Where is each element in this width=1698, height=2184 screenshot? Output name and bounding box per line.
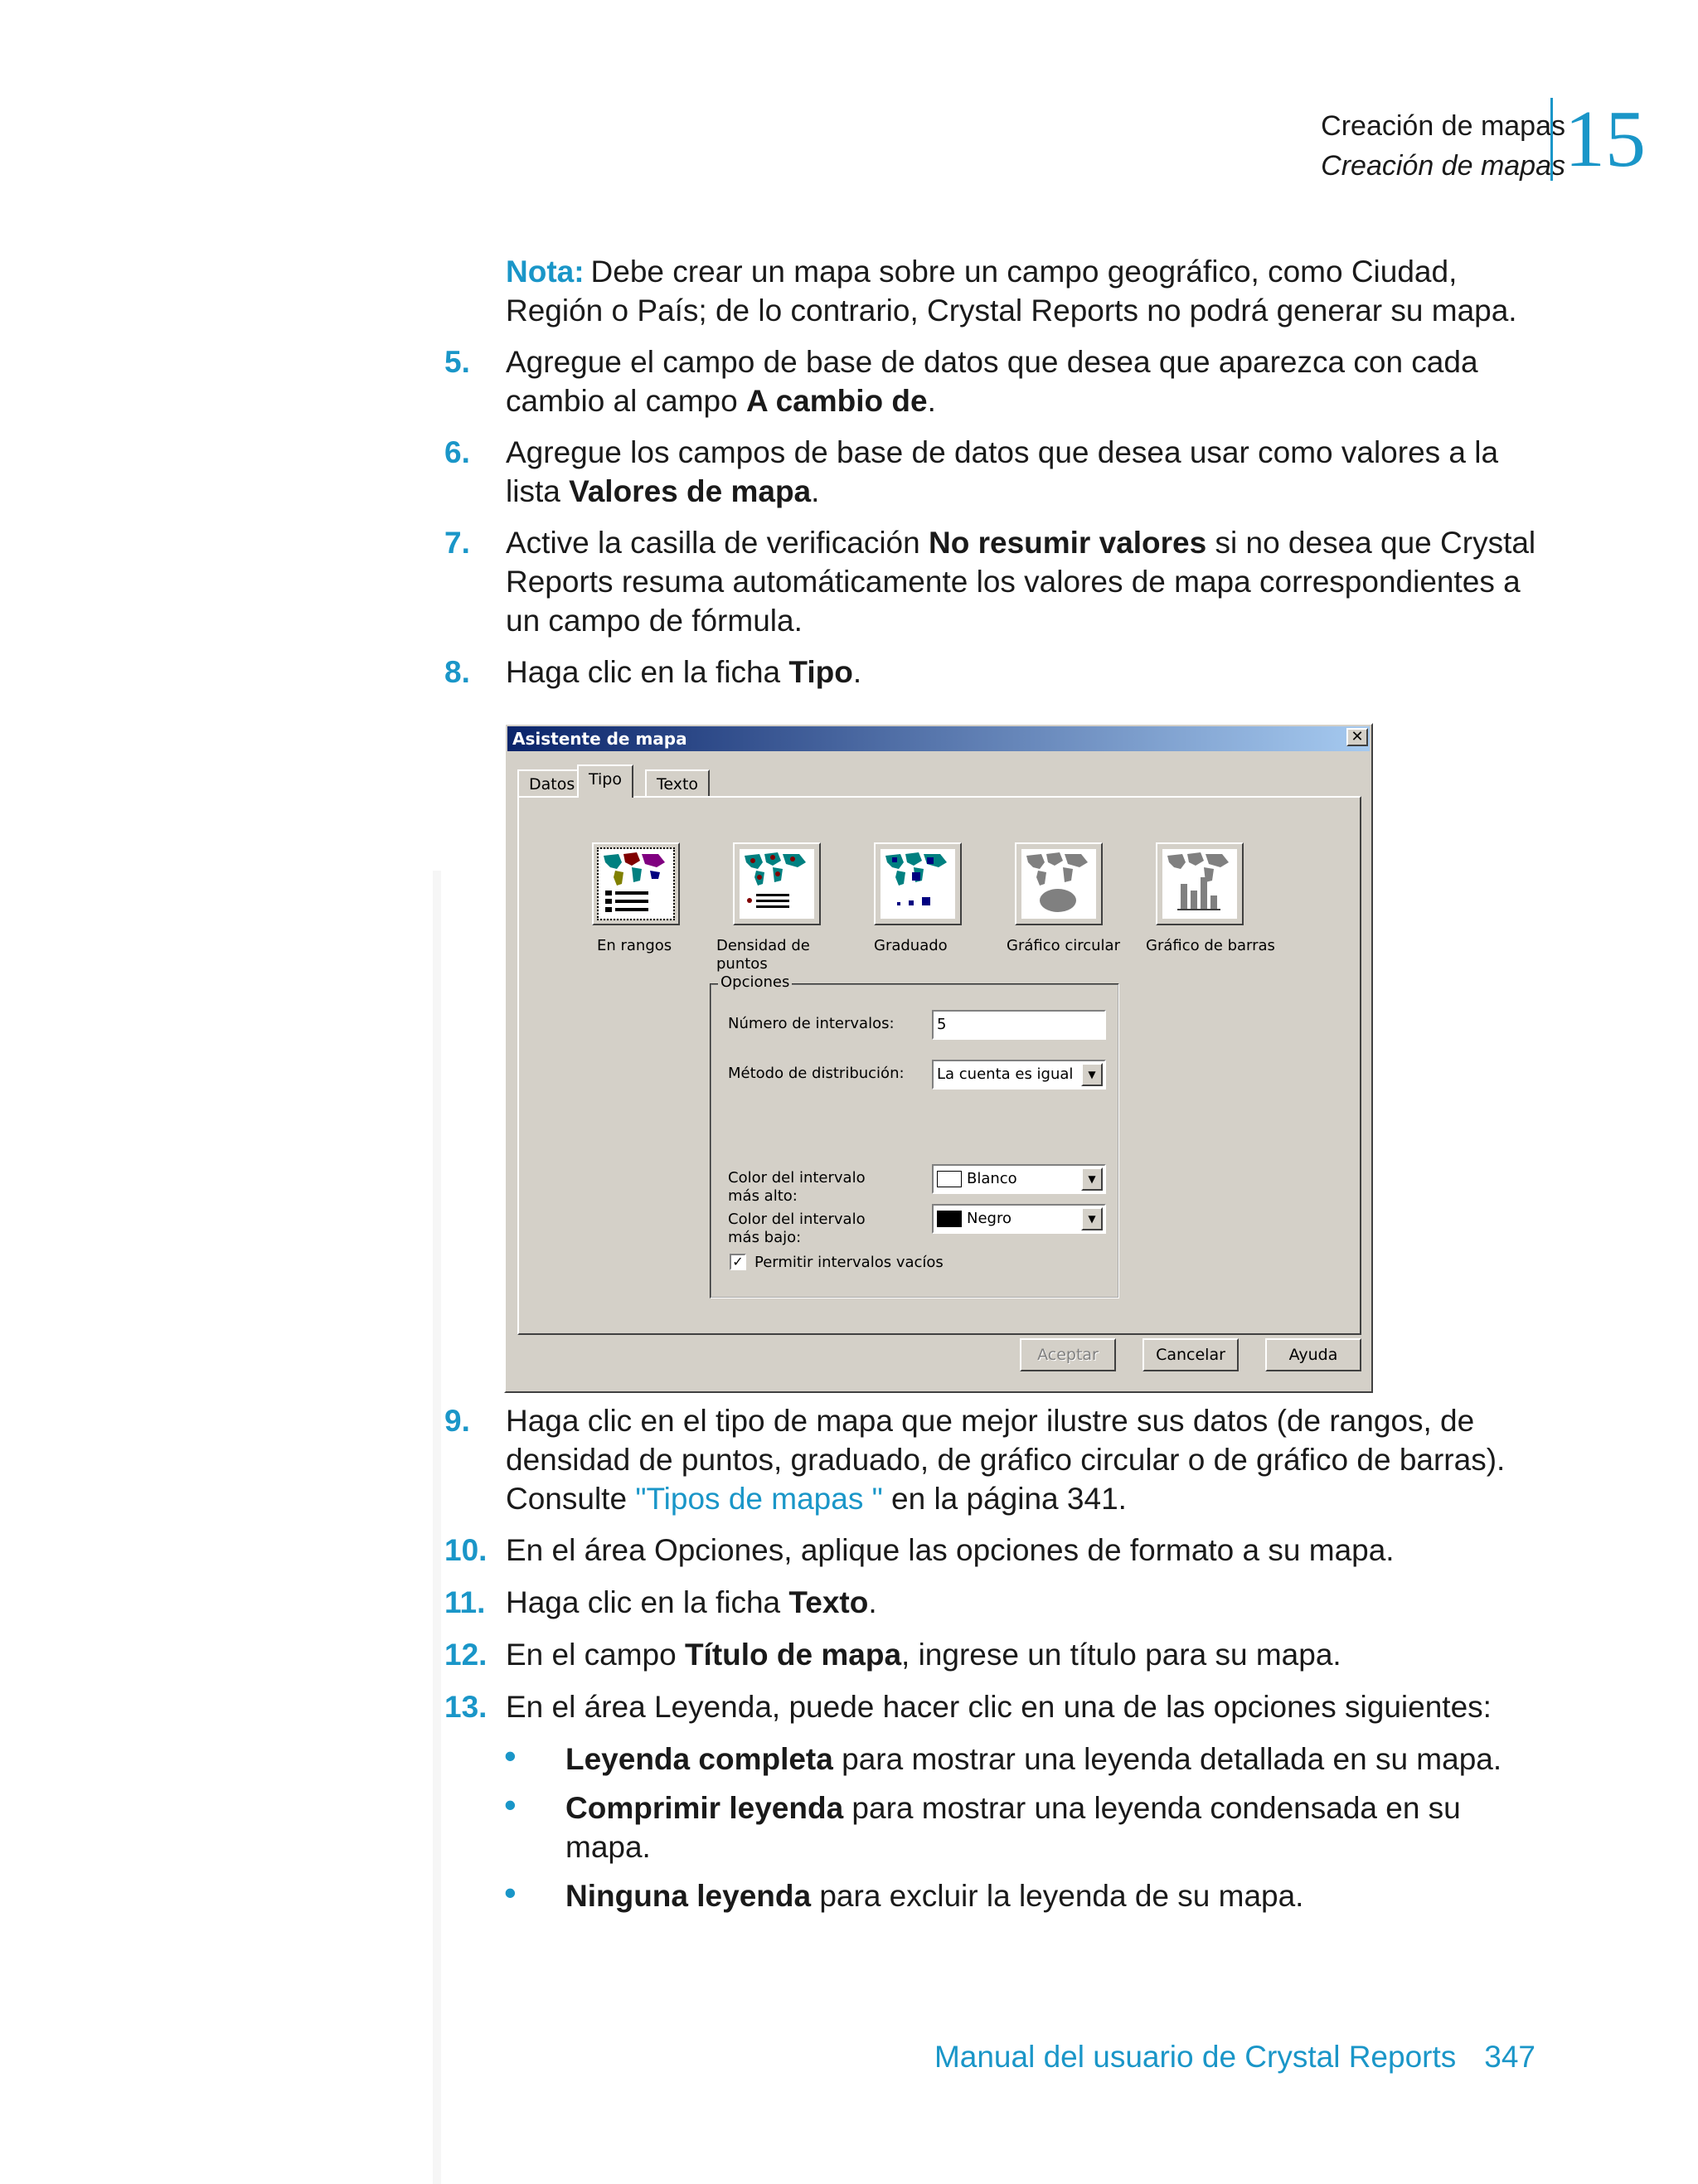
bar-chart-map-icon <box>1157 844 1242 924</box>
chevron-down-icon[interactable]: ▼ <box>1081 1207 1103 1230</box>
tab-datos[interactable]: Datos <box>517 769 586 796</box>
step-number: 6. <box>444 435 470 469</box>
close-button[interactable]: ✕ <box>1346 728 1368 746</box>
step-bold: Título de mapa <box>684 1638 902 1672</box>
step-5 <box>444 342 1539 420</box>
header-section-title: Creación de mapas <box>1321 150 1565 182</box>
step-number: 10. <box>444 1533 488 1567</box>
ranged-map-icon <box>594 844 678 924</box>
map-wizard-dialog <box>504 723 1373 1393</box>
high-color-swatch <box>937 1171 962 1187</box>
step-number: 11. <box>444 1585 486 1619</box>
bullet-item <box>504 1736 1549 1779</box>
bullet-item <box>504 1873 1549 1915</box>
step-number: 9. <box>444 1404 470 1438</box>
dot-density-map-button[interactable] <box>733 842 821 925</box>
header-chapter-title: Creación de mapas <box>1321 110 1565 142</box>
step-bold: Tipo <box>788 655 853 689</box>
step-text: Haga clic en la ficha <box>506 655 789 689</box>
note-text: Debe crear un mapa sobre un campo geográfico, como Ciudad, Región o País; de lo contrario, Crystal Reports no podrá generar su mapa. <box>506 255 1517 328</box>
help-button[interactable]: Ayuda <box>1265 1338 1361 1371</box>
low-color-select[interactable] <box>932 1204 1106 1234</box>
graduated-map-icon <box>876 844 960 924</box>
chapter-number: 15 <box>1550 98 1646 181</box>
dialog-title: Asistente de mapa <box>507 726 1370 751</box>
low-color-label: Color del intervalo más bajo: <box>728 1211 866 1246</box>
step-text: Haga clic en la ficha <box>506 1585 789 1619</box>
step-6 <box>444 433 1539 511</box>
bullet-bold: Ninguna leyenda <box>565 1879 812 1913</box>
cross-reference-link[interactable]: "Tipos de mapas " <box>635 1482 883 1516</box>
step-text-end: en la página 341. <box>882 1482 1127 1516</box>
step-text-end: . <box>927 384 936 418</box>
intervals-input[interactable]: 5 <box>932 1010 1106 1040</box>
dot-density-map-icon <box>735 844 819 924</box>
chevron-down-icon[interactable]: ▼ <box>1081 1167 1103 1191</box>
pie-chart-map-icon <box>1016 844 1101 924</box>
page-number: 347 <box>1484 2040 1535 2074</box>
allow-empty-label: Permitir intervalos vacíos <box>754 1254 944 1271</box>
step-number: 7. <box>444 526 470 560</box>
tab-texto[interactable]: Texto <box>645 769 710 796</box>
step-text-end: . <box>811 474 820 508</box>
bullet-text: para mostrar una leyenda detallada en su mapa. <box>832 1742 1502 1776</box>
step-number: 5. <box>444 345 470 379</box>
bullet-icon: • <box>504 1785 517 1824</box>
step-7 <box>444 523 1539 640</box>
step-9 <box>444 1401 1539 1518</box>
step-text-end: . <box>868 1585 877 1619</box>
options-group-label: Opciones <box>718 973 792 991</box>
step-number: 13. <box>444 1690 488 1724</box>
bullet-icon: • <box>504 1736 517 1775</box>
pie-chart-map-label: Gráfico circular <box>1007 937 1120 954</box>
step-13 <box>444 1687 1539 1726</box>
check-icon: ✓ <box>732 1254 744 1269</box>
step-10 <box>444 1531 1539 1570</box>
step-text-end: . <box>852 655 862 689</box>
high-color-select[interactable] <box>932 1164 1106 1194</box>
step-text: Agregue el campo de base de datos que desea que aparezca con cada cambio al campo <box>506 345 1478 418</box>
margin-bar <box>433 871 441 2184</box>
dot-density-map-label: Densidad de puntos <box>716 937 810 973</box>
distribution-label: Método de distribución: <box>728 1065 905 1082</box>
step-text: En el área Opciones, aplique las opciones de formato a su mapa. <box>506 1533 1395 1567</box>
bullet-icon: • <box>504 1873 517 1912</box>
high-color-label: Color del intervalo más alto: <box>728 1169 866 1205</box>
step-text-end: si no desea que Crystal Reports resuma automáticamente los valores de mapa correspondientes a un campo de fórmula. <box>506 526 1536 638</box>
ranged-map-button[interactable] <box>592 842 680 925</box>
distribution-select[interactable] <box>932 1060 1106 1090</box>
high-color-value: Blanco <box>967 1170 1017 1187</box>
bar-chart-map-label: Gráfico de barras <box>1146 937 1275 954</box>
step-8 <box>444 653 1539 692</box>
note-label: Nota: <box>506 255 585 289</box>
step-text: En el área Leyenda, puede hacer clic en una de las opciones siguientes: <box>506 1690 1492 1724</box>
allow-empty-checkbox[interactable] <box>730 1254 746 1270</box>
step-12 <box>444 1635 1539 1674</box>
step-bold: Texto <box>788 1585 869 1619</box>
bullet-bold: Leyenda completa <box>565 1742 833 1776</box>
step-number: 12. <box>444 1638 488 1672</box>
step-text: Active la casilla de verificación <box>506 526 929 560</box>
tab-tipo[interactable]: Tipo <box>577 764 633 798</box>
step-text: En el campo <box>506 1638 685 1672</box>
step-text: Agregue los campos de base de datos que desea usar como valores a la lista <box>506 435 1499 508</box>
step-bold: A cambio de <box>745 384 928 418</box>
graduated-map-button[interactable] <box>874 842 962 925</box>
bar-chart-map-button[interactable] <box>1156 842 1244 925</box>
bullet-text: para excluir la leyenda de su mapa. <box>811 1879 1304 1913</box>
ok-button[interactable]: Aceptar <box>1020 1338 1116 1371</box>
distribution-select-value: La cuenta es igual <box>937 1065 1074 1083</box>
low-color-swatch <box>937 1211 962 1227</box>
bullet-item <box>504 1785 1549 1866</box>
step-text-end: , ingrese un título para su mapa. <box>901 1638 1341 1672</box>
pie-chart-map-button[interactable] <box>1015 842 1103 925</box>
footer-title: Manual del usuario de Crystal Reports <box>934 2040 1457 2074</box>
bullet-text: para mostrar una leyenda condensada en su mapa. <box>565 1791 1461 1864</box>
step-number: 8. <box>444 655 470 689</box>
chevron-down-icon[interactable]: ▼ <box>1081 1063 1103 1086</box>
step-bold: No resumir valores <box>929 526 1207 560</box>
step-bold: Valores de mapa <box>569 474 812 508</box>
page-footer <box>934 2040 1535 2075</box>
ranged-map-label: En rangos <box>597 937 672 954</box>
step-11 <box>444 1583 1539 1622</box>
bullet-bold: Comprimir leyenda <box>565 1791 844 1825</box>
running-header <box>1321 106 1565 186</box>
note <box>506 252 1542 330</box>
low-color-value: Negro <box>967 1210 1012 1227</box>
step-text: Haga clic en el tipo de mapa que mejor ilustre sus datos (de rangos, de densidad de puntos, graduado, de gráfico circular o de gráfico de barras). Consulte <box>506 1404 1506 1516</box>
cancel-button[interactable]: Cancelar <box>1143 1338 1239 1371</box>
intervals-label: Número de intervalos: <box>728 1015 895 1032</box>
graduated-map-label: Graduado <box>874 937 948 954</box>
